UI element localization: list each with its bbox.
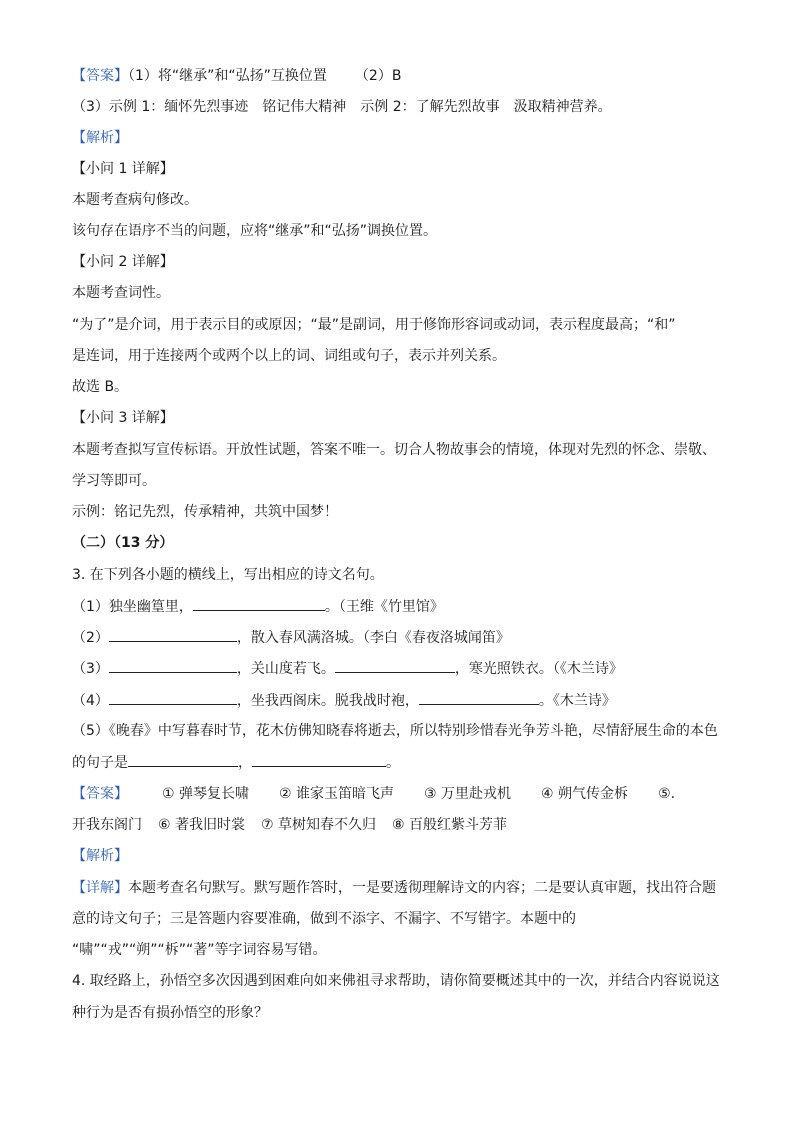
- answer-item: ① 弹琴复长啸: [162, 786, 250, 802]
- poem-item-4-text-2: 。《木兰诗》: [538, 693, 616, 709]
- poem-item-5-period: 。: [386, 755, 400, 771]
- q3-text-1: 本题考查拟写宣传标语。开放性试题，答案不唯一。切合人物故事会的情境，体现对先烈的怀念、崇敬、: [72, 442, 716, 458]
- poem-item-1-source: 。（王维《竹里馆》: [324, 599, 444, 615]
- fill-blank[interactable]: [128, 752, 238, 767]
- analysis-tag: 【解析】: [72, 848, 128, 864]
- answers-line-1: [72, 784, 675, 804]
- answer-item: 开我东阁门: [72, 817, 142, 833]
- question-4-line-1: 4. 取经路上，孙悟空多次因遇到困难向如来佛祖寻求帮助，请你简要概述其中的一次，并结合内容说说这: [72, 973, 720, 989]
- poem-item-2-text: ，散入春风满洛城。（李白《春夜洛城闻笛》: [236, 630, 510, 646]
- detail-text-3: “啸”“戎”“朔”“柝”“著”等字词容易写错。: [72, 942, 327, 958]
- question-3-prompt: 3. 在下列各小题的横线上，写出相应的诗文名句。: [72, 567, 384, 583]
- answer-item: ⑦ 草树知春不久归: [261, 817, 377, 833]
- q2-text-4: 故选 B。: [72, 379, 129, 395]
- q2-text-3: 是连词，用于连接两个或两个以上的词、词组或句子，表示并列关系。: [72, 348, 506, 364]
- answer-line-1: [72, 66, 401, 86]
- fill-blank[interactable]: [252, 752, 386, 767]
- answer-item: ⑥ 著我旧时裳: [158, 817, 246, 833]
- detail-line-1: [72, 878, 716, 898]
- q2-text-2: “为了”是介词，用于表示目的或原因；“最”是副词，用于修饰形容词或动词，表示程度最高；“和”: [72, 317, 676, 333]
- answer-item: ③ 万里赴戎机: [424, 786, 512, 802]
- poem-item-5-line-1: （5）《晚春》中写暮春时节，花木仿佛知晓春将逝去，所以特别珍惜春光争芳斗艳，尽情舒展生命的本色: [72, 723, 718, 739]
- q2-text-1: 本题考查词性。: [72, 285, 170, 301]
- fill-blank[interactable]: [193, 596, 325, 611]
- answer-item: ② 谁家玉笛暗飞声: [279, 786, 395, 802]
- poem-item-3-text-1: ，关山度若飞。: [236, 661, 335, 677]
- q2-detail-heading: 【小问 2 详解】: [72, 254, 174, 270]
- poem-item-3: [72, 658, 623, 679]
- answers-line-2: [72, 815, 507, 835]
- answer-tag: 【答案】: [72, 786, 128, 802]
- q3-text-2: 学习等即可。: [72, 473, 156, 489]
- poem-item-3-text-2: ，寒光照铁衣。（《木兰诗》: [454, 661, 623, 677]
- poem-item-5-comma: ，: [238, 755, 252, 771]
- poem-item-4: [72, 690, 616, 711]
- poem-item-2: [72, 627, 510, 648]
- fill-blank[interactable]: [109, 690, 237, 705]
- poem-item-1: [72, 596, 444, 617]
- poem-item-3-number: （3）: [72, 661, 109, 677]
- answer-part-2: （2）B: [354, 68, 402, 84]
- q1-text-2: 该句存在语序不当的问题，应将“继承”和“弘扬”调换位置。: [72, 223, 438, 239]
- poem-item-1-text: （1）独坐幽篁里，: [72, 599, 193, 615]
- answer-item: ⑤.: [658, 786, 676, 802]
- poem-item-5-line-2: [72, 752, 400, 773]
- q1-detail-heading: 【小问 1 详解】: [72, 161, 174, 177]
- answer-tag: 【答案】: [72, 68, 128, 84]
- detail-tag: 【详解】: [72, 880, 128, 896]
- answer-item: ④ 朔气传金柝: [541, 786, 629, 802]
- poem-item-2-number: （2）: [72, 630, 109, 646]
- fill-blank[interactable]: [109, 627, 237, 642]
- detail-text-1: 本题考查名句默写。默写题作答时，一是要透彻理解诗文的内容；二是要认真审题，找出符合题: [128, 880, 716, 896]
- fill-blank[interactable]: [419, 690, 539, 705]
- fill-blank[interactable]: [109, 658, 237, 673]
- poem-item-5-text: 的句子是: [72, 755, 128, 771]
- detail-text-2: 意的诗文句子；三是答题内容要准确，做到不添字、不漏字、不写错字。本题中的: [72, 911, 576, 927]
- q3-text-3: 示例：铭记先烈，传承精神，共筑中国梦！: [72, 504, 338, 520]
- poem-item-4-text-1: ，坐我西阁床。脱我战时袍，: [236, 693, 419, 709]
- answer-part-1: （1）将“继承”和“弘扬”互换位置: [128, 68, 327, 84]
- analysis-tag: 【解析】: [72, 130, 128, 146]
- poem-item-4-number: （4）: [72, 693, 109, 709]
- q1-text-1: 本题考查病句修改。: [72, 192, 198, 208]
- fill-blank[interactable]: [335, 658, 455, 673]
- answer-line-2: （3）示例 1：缅怀先烈事迹 铭记伟大精神 示例 2：了解先烈故事 汲取精神营养。: [72, 99, 612, 115]
- section-heading: （二）（13 分）: [72, 535, 174, 551]
- answer-item: ⑧ 百般红紫斗芳菲: [392, 817, 508, 833]
- question-4-line-2: 种行为是否有损孙悟空的形象？: [72, 1005, 268, 1021]
- q3-detail-heading: 【小问 3 详解】: [72, 410, 174, 426]
